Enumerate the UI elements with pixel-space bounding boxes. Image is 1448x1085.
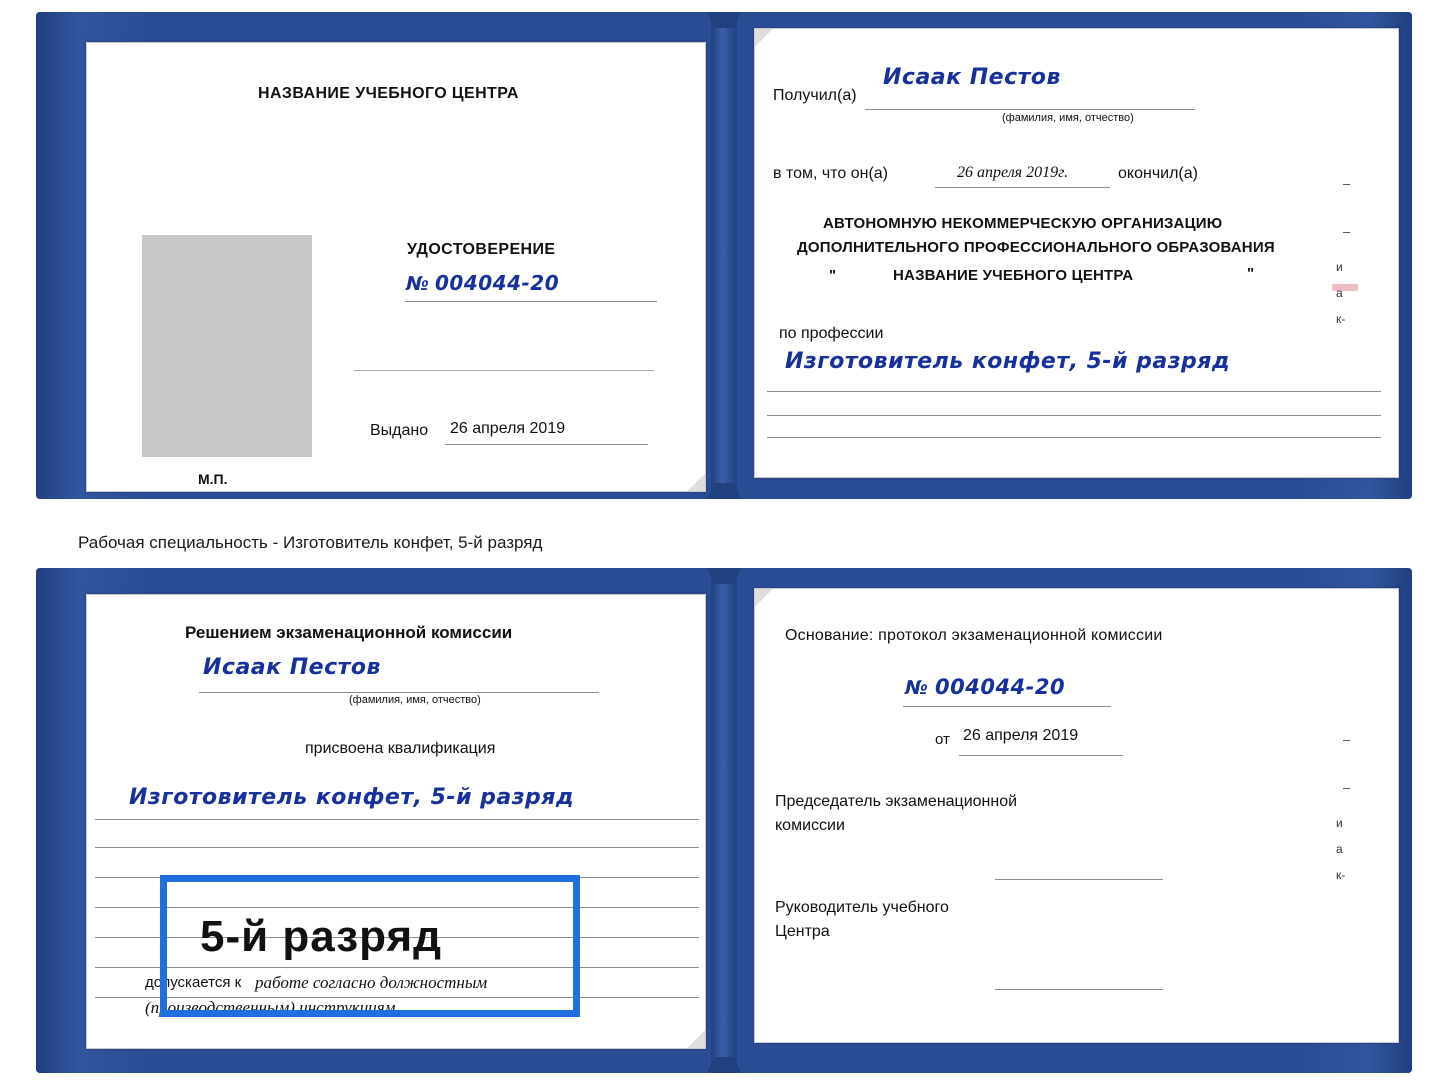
head-line-2: Центра bbox=[775, 923, 830, 940]
edge-dash-2: – bbox=[1343, 780, 1351, 795]
photo-placeholder bbox=[142, 235, 312, 457]
finish-date-rule bbox=[935, 187, 1110, 188]
edge-letter-3: к- bbox=[1336, 312, 1346, 326]
edge-letters-column-top bbox=[1336, 254, 1345, 332]
certificate-booklet-top bbox=[36, 12, 1412, 499]
qual-rule-2 bbox=[95, 847, 699, 848]
corner-fold-icon bbox=[755, 589, 773, 607]
page-caption: Рабочая специальность - Изготовитель конфет, 5-й разряд bbox=[78, 533, 543, 552]
issued-rule bbox=[445, 444, 648, 445]
profession-value: Изготовитель конфет, 5-й разряд bbox=[785, 349, 1231, 374]
number-symbol: № bbox=[406, 273, 430, 295]
cover-spine-top bbox=[711, 12, 737, 499]
certificate-number: 004044-20 bbox=[435, 271, 560, 295]
blank-rule-1 bbox=[354, 370, 654, 371]
finish-date: 26 апреля 2019г. bbox=[957, 164, 1069, 181]
edge-dash-1: – bbox=[1343, 732, 1351, 747]
highlight-label: 5-й разряд bbox=[200, 912, 443, 961]
top-left-leaf bbox=[86, 42, 706, 492]
edge-dash-1: – bbox=[1343, 176, 1351, 191]
profession-rule-3 bbox=[767, 437, 1381, 438]
received-rule bbox=[865, 109, 1195, 110]
number-rule bbox=[405, 301, 657, 302]
profession-rule-2 bbox=[767, 415, 1381, 416]
qual-rule-1 bbox=[95, 819, 699, 820]
edge-letter-1: и bbox=[1336, 260, 1343, 274]
stamp-label: М.П. bbox=[198, 471, 228, 487]
in-that-label: в том, что он(а) bbox=[773, 165, 888, 182]
issued-label: Выдано bbox=[370, 422, 429, 439]
head-line-1: Руководитель учебного bbox=[775, 899, 949, 916]
student-name: Исаак Пестов bbox=[203, 655, 381, 680]
received-name: Исаак Пестов bbox=[883, 65, 1061, 90]
center-name: НАЗВАНИЕ УЧЕБНОГО ЦЕНТРА bbox=[258, 85, 519, 102]
edge-letters-column-bottom bbox=[1336, 810, 1345, 888]
edge-letter-1: и bbox=[1336, 816, 1343, 830]
allowed-label: допускается к bbox=[145, 974, 242, 991]
profession-label: по профессии bbox=[779, 325, 884, 342]
commission-decision: Решением экзаменационной комиссии bbox=[185, 623, 513, 642]
protocol-number-rule bbox=[903, 706, 1111, 707]
bottom-right-leaf bbox=[754, 588, 1399, 1043]
chairman-line-1: Председатель экзаменационной bbox=[775, 793, 1018, 810]
protocol-number-symbol: № bbox=[905, 677, 929, 699]
fio-hint: (фамилия, имя, отчество) bbox=[349, 694, 481, 706]
received-label: Получил(а) bbox=[773, 87, 857, 104]
edge-dash-2: – bbox=[1343, 224, 1351, 239]
top-right-leaf bbox=[754, 28, 1399, 478]
org-quote-open: " bbox=[829, 267, 837, 284]
cover-spine-bottom bbox=[711, 568, 737, 1073]
qualification-label: присвоена квалификация bbox=[305, 740, 496, 757]
org-line-1: АВТОНОМНУЮ НЕКОММЕРЧЕСКУЮ ОРГАНИЗАЦИЮ bbox=[823, 215, 1223, 232]
fio-hint: (фамилия, имя, отчество) bbox=[1002, 112, 1134, 124]
allowed-value-2: (производственным) инструкциям bbox=[145, 998, 396, 1017]
qualification-value: Изготовитель конфет, 5-й разряд bbox=[129, 785, 575, 810]
org-name: НАЗВАНИЕ УЧЕБНОГО ЦЕНТРА bbox=[893, 267, 1134, 284]
finished-label: окончил(а) bbox=[1118, 165, 1198, 182]
from-label: от bbox=[935, 731, 950, 748]
basis-label: Основание: протокол экзаменационной комиссии bbox=[785, 627, 1163, 644]
org-quote-close: " bbox=[1247, 265, 1255, 282]
org-line-2: ДОПОЛНИТЕЛЬНОГО ПРОФЕССИОНАЛЬНОГО ОБРАЗОВАНИЯ bbox=[797, 239, 1275, 256]
document-type: УДОСТОВЕРЕНИЕ bbox=[407, 241, 556, 258]
edge-letter-3: к- bbox=[1336, 868, 1346, 882]
from-date-rule bbox=[959, 755, 1123, 756]
issued-date: 26 апреля 2019 bbox=[450, 420, 566, 437]
from-date: 26 апреля 2019 bbox=[963, 727, 1079, 744]
chairman-signature-rule bbox=[995, 879, 1163, 880]
edge-letter-2: а bbox=[1336, 286, 1343, 300]
corner-fold-icon bbox=[687, 1030, 705, 1048]
protocol-number: 004044-20 bbox=[935, 675, 1066, 699]
profession-rule-1 bbox=[767, 391, 1381, 392]
allowed-value-1: работе согласно должностным bbox=[255, 973, 488, 992]
edge-letter-2: а bbox=[1336, 842, 1343, 856]
name-rule bbox=[199, 692, 599, 693]
corner-fold-icon bbox=[755, 29, 773, 47]
head-signature-rule bbox=[995, 989, 1163, 990]
corner-fold-icon bbox=[687, 473, 705, 491]
chairman-line-2: комиссии bbox=[775, 817, 845, 834]
